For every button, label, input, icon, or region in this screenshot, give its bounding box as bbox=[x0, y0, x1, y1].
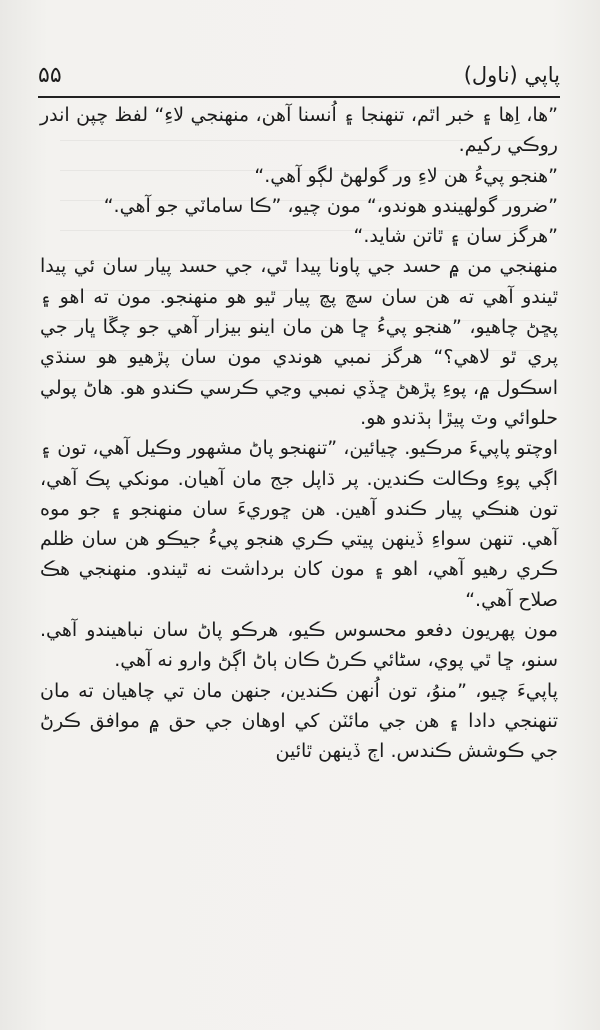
page-number: ۵۵ bbox=[38, 62, 62, 88]
paragraph: اوچتو پاپيءَ مرڪيو. چيائين، ”تنهنجو پاڻ مشهور وڪيل آهي، تون ۽ اڳي پوءِ وڪالت ڪندين. پر ڌاپل جج مان آهيان. مونکي پڪ آهي، تون هنڪي پيار ڪندو آهين. هن ڇوريءَ سان منهنجو ۽ جو موه آهي. تنهن سواءِ ڏينهن پيتي ڪري هنجو پيءُ جيڪو هن سان ظلم ڪري رهيو آهي، اهو ۽ مون کان برداشت نه ٿيندو. منهنجي هڪ صلاح آهي.“ bbox=[40, 437, 558, 611]
paragraph: ”هرگز سان ۽ ٿاتن شايد.“ bbox=[353, 225, 558, 248]
running-title: پاپي (ناول) bbox=[463, 63, 560, 87]
body-text bbox=[40, 100, 558, 767]
paragraph: مون پهريون دفعو محسوس ڪيو، هرڪو پاڻ سان نباهيندو آهي. سنو، ڇا ٿي پوي، سڻائي ڪرڻ ڪان ٻاڻ اڳڻ وارو نه آهي. bbox=[40, 619, 558, 672]
paragraph: منهنجي من ۾ حسد جي پاونا پيدا ٿي، جي حسد پيار سان ئي پيدا ٿيندو آهي ته هن سان سچ پچ پيار ٿيو هو منهنجو. مون ته اهو ۽ پڇڻ چاهيو، ”هنجو پيءُ ڇا هن مان اينو بيزار آهي جو چڱا ڀار جي پري ٿو لاهي؟“ هرگز نمبي هوندي مون سان پڙهيو هو سنڌي اسڪول ۾، پوءِ پڙهڻ ڇڏي نمبي وڃي ڪرسي ڪندو هو. هاڻ پولي حلوائي وٽ پيڙا ٻڌندو هو. bbox=[40, 255, 558, 429]
paragraph: ”ضرور گولهيندو هوندو،“ مون چيو، ”ڪا ساماٽي جو آهي.“ bbox=[103, 194, 558, 217]
paragraph: ”هنجو پيءُ هن لاءِ ور گولهڻ لڳو آهي.“ bbox=[254, 164, 558, 187]
paragraph: پاپيءَ چيو، ”منوُ، تون اُنهن ڪندين، جنهن مان تي چاهيان ته مان تنهنجي دادا ۽ هن جي مائٽن کي اوهان جي حق ۾ موافق ڪرڻ جي ڪوشش ڪندس. اڄ ڏينهن ٿائين bbox=[40, 679, 558, 763]
page-header bbox=[38, 58, 560, 92]
header-rule bbox=[38, 96, 560, 98]
paragraph: ”ها، اِها ۽ خبر اٿم، تنهنجا ۽ اُنسنا آهن، منهنجي لاءِ“ لفظ چپن اندر روڪي رکيم. bbox=[40, 104, 558, 157]
